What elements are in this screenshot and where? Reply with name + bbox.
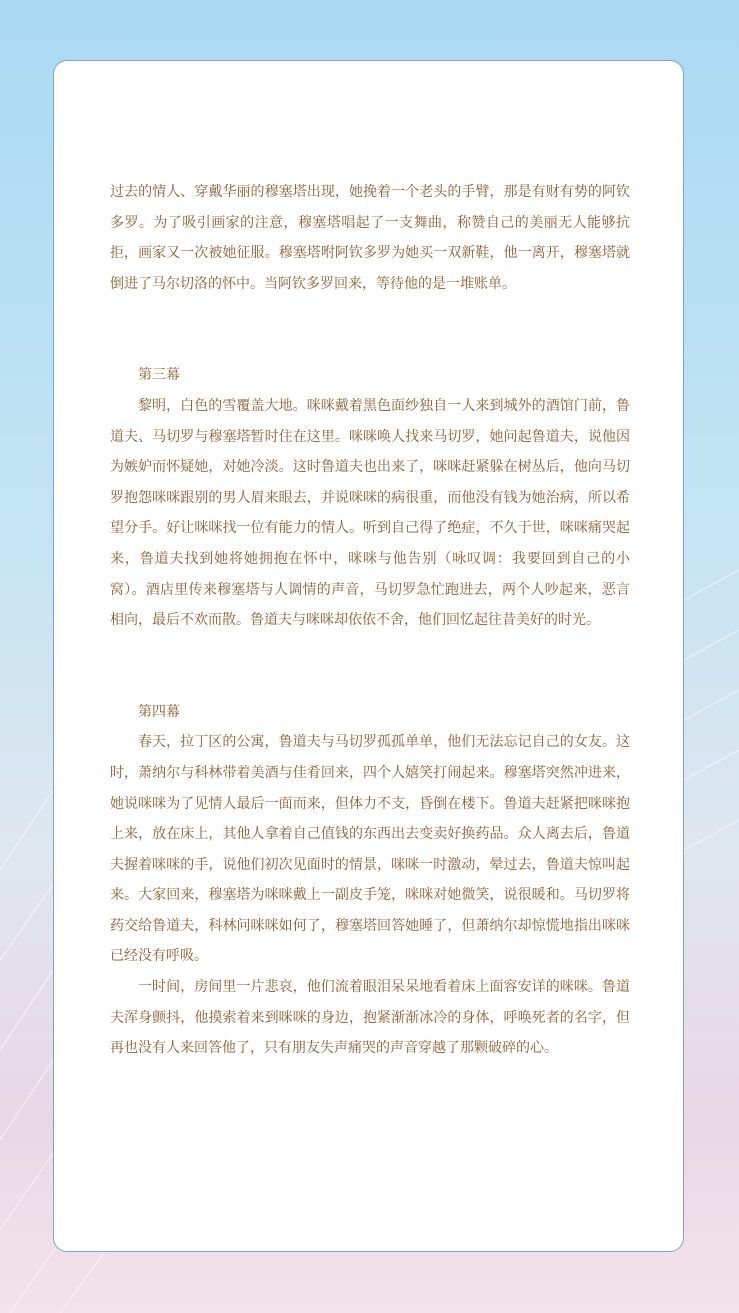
article-body [110,177,630,1064]
content-card [53,60,684,1252]
paragraph-act3: 黎明，白色的雪覆盖大地。咪咪戴着黑色面纱独自一人来到城外的酒馆门前，鲁道夫、马切罗与穆塞塔暂时住在这里。咪咪唤人找来马切罗，她问起鲁道夫，说他因为嫉妒而怀疑她，对她冷淡。这时鲁道夫也出来了，咪咪赶紧躲在树丛后，他向马切罗抱怨咪咪跟别的男人眉来眼去，并说咪咪的病很重，而他没有钱为她治病，所以希望分手。好让咪咪找一位有能力的情人。听到自己得了绝症，不久于世，咪咪痛哭起来，鲁道夫找到她将她拥抱在怀中，咪咪与他告别（咏叹调：我要回到自己的小窝）。酒店里传来穆塞塔与人调情的声音，马切罗急忙跑进去，两个人吵起来，恶言相向，最后不欢而散。鲁道夫与咪咪却依依不舍，他们回忆起往昔美好的时光。 [110,397,630,629]
act4-heading: 第四幕 [138,703,180,720]
paragraph-act4: 春天，拉丁区的公寓，鲁道夫与马切罗孤孤单单，他们无法忘记自己的女友。这时，萧纳尔与科林带着美酒与佳肴回来，四个人嬉笑打闹起来。穆塞塔突然冲进来，她说咪咪为了见情人最后一面而来，但体力不支，昏倒在楼下。鲁道夫赶紧把咪咪抱上来，放在床上，其他人拿着自己值钱的东西出去变卖好换药品。众人离去后，鲁道夫握着咪咪的手，说他们初次见面时的情景，咪咪一时激动，晕过去，鲁道夫惊叫起来。大家回来，穆塞塔为咪咪戴上一副皮手笼，咪咪对她微笑，说很暖和。马切罗将药交给鲁道夫，科林问咪咪如何了，穆塞塔回答她睡了，但萧纳尔却惊慌地指出咪咪已经没有呼吸。 [110,734,630,965]
paragraph-intro: 过去的情人、穿戴华丽的穆塞塔出现，她挽着一个老头的手臂，那是有财有势的阿钦多罗。为了吸引画家的注意，穆塞塔唱起了一支舞曲，称赞自己的美丽无人能够抗拒，画家又一次被她征服。穆塞塔咐阿钦多罗为她买一双新鞋，他一离开，穆塞塔就倒进了马尔切洛的怀中。当阿钦多罗回来，等待他的是一堆账单。 [110,184,630,292]
paragraph-act4-ending: 一时间，房间里一片悲哀，他们流着眼泪呆呆地看着床上面容安详的咪咪。鲁道夫浑身颤抖，他摸索着来到咪咪的身边，抱紧渐渐冰冷的身体，呼唤死者的名字，但再也没有人来回答他了，只有朋友失声痛哭的声音穿越了那颗破碎的心。 [110,979,630,1057]
act3-heading: 第三幕 [138,367,180,384]
